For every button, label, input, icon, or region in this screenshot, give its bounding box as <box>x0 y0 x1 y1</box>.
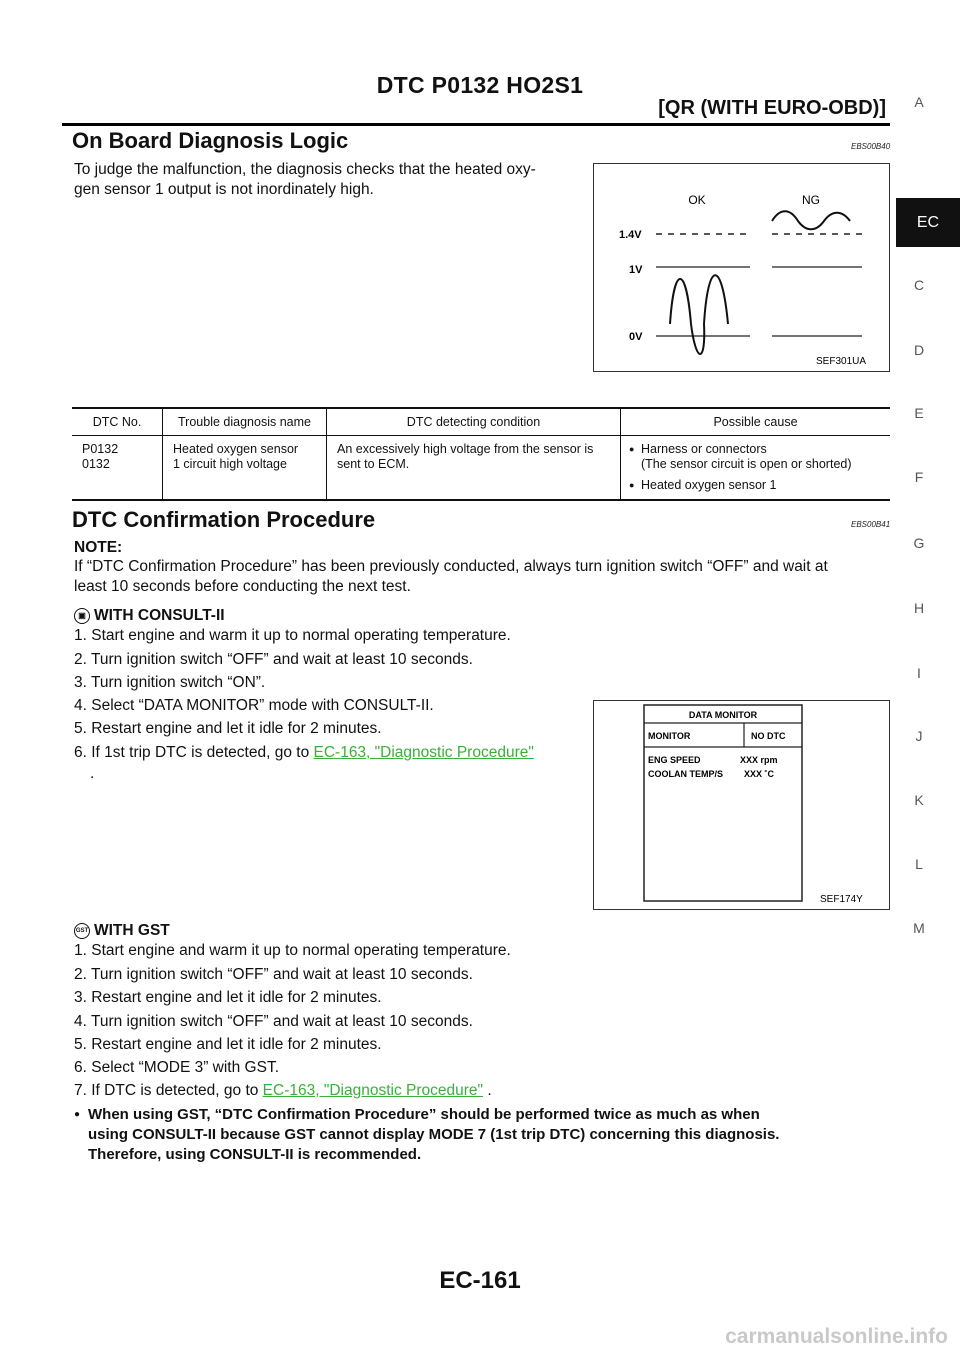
condition-line2: sent to ECM. <box>337 457 410 471</box>
sidebar-item-c[interactable]: C <box>913 277 925 293</box>
monitor-row2-value: XXX ˚C <box>744 769 775 779</box>
voltage-label-0: 0V <box>629 331 643 343</box>
consult-step-5: 5. Restart engine and let it idle for 2 minutes. <box>74 720 382 737</box>
voltage-label-1-4: 1.4V <box>619 229 642 241</box>
col-header-detecting-condition: DTC detecting condition <box>327 408 621 436</box>
cell-diagnosis-name <box>163 436 327 501</box>
note-line2: least 10 seconds before conducting the next test. <box>74 578 411 595</box>
col-header-possible-cause: Possible cause <box>621 408 891 436</box>
monitor-row2-label: COOLAN TEMP/S <box>648 769 724 779</box>
cause-harness: Harness or connectors <box>641 442 767 456</box>
page-number: EC-161 <box>439 1267 521 1294</box>
section-code-confirmation: EBS00B41 <box>851 520 891 529</box>
cause-harness-detail: (The sensor circuit is open or shorted) <box>641 457 852 471</box>
col-header-diagnosis-name: Trouble diagnosis name <box>163 408 327 436</box>
step7-text: 7. If DTC is detected, go to <box>74 1082 263 1099</box>
warning-line3: Therefore, using CONSULT-II is recommended. <box>88 1146 422 1163</box>
consult-step-3: 3. Turn ignition switch “ON”. <box>74 674 266 691</box>
consult-step-1: 1. Start engine and warm it up to normal operating temperature. <box>74 627 511 644</box>
ok-label: OK <box>688 193 706 207</box>
cell-detecting-condition <box>327 436 621 501</box>
consult-step-2: 2. Turn ignition switch “OFF” and wait at least 10 seconds. <box>74 651 473 668</box>
gst-step-5: 5. Restart engine and let it idle for 2 minutes. <box>74 1036 382 1053</box>
step6-period: . <box>90 765 95 782</box>
step6-text: 6. If 1st trip DTC is detected, go to <box>74 744 314 761</box>
sidebar-item-a[interactable]: A <box>914 94 924 110</box>
sidebar-item-j[interactable]: J <box>915 728 923 744</box>
page-subtitle: [QR (WITH EURO-OBD)] <box>658 97 886 119</box>
sidebar-item-m[interactable]: M <box>913 920 925 936</box>
gst-icon: GST <box>74 923 90 939</box>
sidebar-item-l[interactable]: L <box>915 856 923 872</box>
warning-bullet-icon: ● <box>74 1109 81 1120</box>
cause-item <box>629 442 886 472</box>
consult-step-4: 4. Select “DATA MONITOR” mode with CONSULT-II. <box>74 697 434 714</box>
gst-heading-row <box>74 921 170 941</box>
sidebar-item-i[interactable]: I <box>917 665 921 681</box>
page-title: DTC P0132 HO2S1 <box>376 72 584 98</box>
gst-step-7 <box>74 1081 492 1101</box>
col-header-dtc-no: DTC No. <box>72 408 163 436</box>
gst-step-6: 6. Select “MODE 3” with GST. <box>74 1059 279 1076</box>
table-row <box>72 436 890 501</box>
gst-step-1: 1. Start engine and warm it up to normal operating temperature. <box>74 942 511 959</box>
section-heading-confirmation: DTC Confirmation Procedure <box>72 507 376 532</box>
ng-label: NG <box>802 193 820 207</box>
diagnosis-name-line2: 1 circuit high voltage <box>173 457 287 471</box>
cell-dtc-no <box>72 436 163 501</box>
consult-heading-row <box>74 606 225 626</box>
sidebar-item-g[interactable]: G <box>913 535 925 551</box>
sidebar-item-k[interactable]: K <box>914 792 924 808</box>
voltage-label-1: 1V <box>629 264 643 276</box>
diagnosis-name-line1: Heated oxygen sensor <box>173 442 299 456</box>
ng-waveform <box>772 211 850 229</box>
monitor-title: DATA MONITOR <box>688 710 758 720</box>
step7-suffix: . <box>483 1082 492 1099</box>
warning-line2: using CONSULT-II because GST cannot display MODE 7 (1st trip DTC) concerning this diagnosis. <box>88 1126 780 1143</box>
watermark: carmanualsonline.info <box>725 1325 948 1348</box>
figure-id-sef174y: SEF174Y <box>820 894 863 905</box>
condition-line1: An excessively high voltage from the sensor is <box>337 442 594 456</box>
ok-waveform <box>670 275 728 354</box>
logic-text-line1: To judge the malfunction, the diagnosis checks that the heated oxy- <box>74 161 536 178</box>
gst-heading: WITH GST <box>94 922 170 939</box>
note-label: NOTE: <box>74 539 123 556</box>
monitor-row1-label: ENG SPEED <box>648 755 701 765</box>
waveform-figure <box>593 163 890 372</box>
dtc-code-1: P0132 <box>82 442 119 456</box>
gst-warning <box>74 1105 779 1165</box>
gst-step-4: 4. Turn ignition switch “OFF” and wait at least 10 seconds. <box>74 1013 473 1030</box>
gst-step-3: 3. Restart engine and let it idle for 2 minutes. <box>74 989 382 1006</box>
sidebar-item-ec-active[interactable]: EC <box>896 198 960 247</box>
dtc-code-2: 0132 <box>82 457 110 471</box>
warning-line1: When using GST, “DTC Confirmation Procedure” should be performed twice as much as when <box>88 1106 760 1123</box>
cell-possible-cause <box>621 436 891 501</box>
diagnostic-procedure-link[interactable]: EC-163, "Diagnostic Procedure" <box>313 744 534 761</box>
section-code-logic: EBS00B40 <box>851 142 891 151</box>
logic-text-line2: gen sensor 1 output is not inordinately high. <box>74 181 374 198</box>
data-monitor-figure <box>593 700 890 910</box>
note-line1: If “DTC Confirmation Procedure” has been previously conducted, always turn ignition switch “OFF” and wait at <box>74 558 828 575</box>
gst-step-2: 2. Turn ignition switch “OFF” and wait at least 10 seconds. <box>74 966 473 983</box>
diagnostic-procedure-link-gst[interactable]: EC-163, "Diagnostic Procedure" <box>262 1082 484 1099</box>
monitor-row1-value: XXX rpm <box>740 755 778 765</box>
consult-icon: ▣ <box>74 608 90 624</box>
cause-item <box>629 478 886 493</box>
data-monitor-diagram <box>594 701 889 909</box>
header-rule <box>62 123 890 126</box>
sidebar-item-e[interactable]: E <box>914 405 924 421</box>
monitor-col2: NO DTC <box>751 731 786 741</box>
consult-step-6 <box>74 743 534 763</box>
consult-heading: WITH CONSULT-II <box>94 607 225 624</box>
sidebar-item-f[interactable]: F <box>914 469 924 485</box>
dtc-table <box>72 407 890 501</box>
cause-sensor: Heated oxygen sensor 1 <box>641 478 777 492</box>
waveform-diagram <box>594 164 889 371</box>
sidebar-item-h[interactable]: H <box>913 600 925 616</box>
monitor-col1: MONITOR <box>648 731 691 741</box>
sidebar-item-d[interactable]: D <box>913 342 925 358</box>
figure-id-sef301ua: SEF301UA <box>816 356 867 367</box>
section-heading-logic: On Board Diagnosis Logic <box>72 128 349 153</box>
